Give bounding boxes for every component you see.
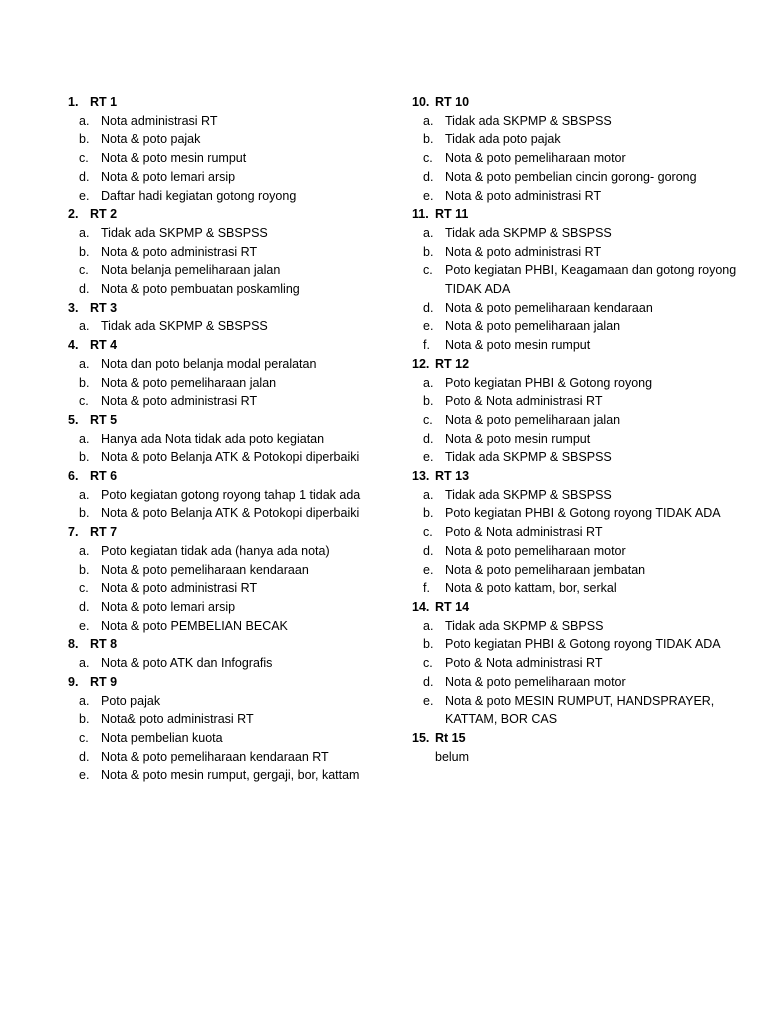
item-letter: e. [423,450,434,465]
item-letter: a. [423,225,434,240]
list-item [68,766,398,785]
item-letter: c. [423,412,433,427]
item-letter: a. [423,375,434,390]
item-text: Tidak ada SKPMP & SBSPSS [101,225,268,240]
section-heading [68,467,398,486]
list-item [412,149,752,168]
list-item [412,299,752,318]
section-label: RT 12 [435,356,470,371]
section-heading [412,93,752,112]
item-text: Nota & poto pemeliharaan jalan [445,319,621,334]
item-text: Nota & poto MESIN RUMPUT, HANDSPRAYER, KATTAM, BOR CAS [445,693,715,727]
item-text: Nota & poto pemeliharaan motor [445,151,626,166]
item-letter: d. [423,674,434,689]
list-item [68,598,398,617]
list-item [68,654,398,673]
item-text: Poto kegiatan PHBI & Gotong royong [445,375,653,390]
section-note: belum [435,749,470,764]
section-label: RT 9 [90,674,118,689]
item-letter: a. [79,431,90,446]
list-item [412,635,752,654]
list-item [412,411,752,430]
list-item [68,692,398,711]
list-item [412,130,752,149]
item-text: Nota & poto administrasi RT [445,188,602,203]
item-letter: e. [423,188,434,203]
list-item [68,729,398,748]
section-label: RT 14 [435,599,470,614]
item-letter: b. [79,244,90,259]
list-item [68,112,398,131]
item-text: Nota & poto pembelian cincin gorong- gorong [445,169,697,184]
item-text: Nota & poto lemari arsip [101,169,236,184]
item-text: Tidak ada SKPMP & SBSPSS [445,487,612,502]
item-text: Nota & poto PEMBELIAN BECAK [101,618,288,633]
list-item [412,261,752,298]
rt-section [412,467,752,598]
item-text: Nota belanja pemeliharaan jalan [101,263,281,278]
item-text: Poto kegiatan tidak ada (hanya ada nota) [101,543,330,558]
section-label: RT 4 [90,338,118,353]
rt-section [68,299,398,336]
section-heading [68,673,398,692]
item-text: Nota & poto pemeliharaan jembatan [445,562,646,577]
item-text: Tidak ada poto pajak [445,132,561,147]
item-letter: a. [79,113,90,128]
item-text: Nota dan poto belanja modal peralatan [101,356,317,371]
list-item [412,561,752,580]
item-text: Tidak ada SKPMP & SBPSS [445,618,604,633]
item-text: Nota & poto lemari arsip [101,599,236,614]
rt-section [68,205,398,299]
item-letter: c. [79,151,89,166]
item-letter: d. [79,599,90,614]
list-item [412,673,752,692]
item-letter: e. [423,562,434,577]
item-text: Nota & poto pemeliharaan kendaraan [445,300,653,315]
item-letter: b. [423,132,434,147]
item-letter: d. [423,543,434,558]
right-column [412,93,752,766]
item-letter: d. [423,431,434,446]
item-text: Daftar hadi kegiatan gotong royong [101,188,297,203]
item-letter: e. [79,188,90,203]
item-letter: d. [79,169,90,184]
list-item [412,243,752,262]
item-text: Nota & poto administrasi RT [445,244,602,259]
section-label: RT 3 [90,300,118,315]
item-text: Poto & Nota administrasi RT [445,525,603,540]
list-item [68,243,398,262]
list-item [68,504,398,523]
item-text: Poto kegiatan gotong royong tahap 1 tidak ada [101,487,361,502]
item-letter: c. [423,525,433,540]
section-label: RT 2 [90,207,118,222]
list-item [68,280,398,299]
section-number: 9. [68,674,79,689]
item-text: Nota & poto mesin rumput [445,338,591,353]
section-label: RT 1 [90,95,118,109]
item-letter: a. [79,225,90,240]
item-letter: f. [423,338,430,353]
rt-section [68,411,398,467]
list-item [68,710,398,729]
section-heading [68,635,398,654]
section-heading [412,467,752,486]
section-number: 6. [68,469,79,484]
rt-section [412,598,752,729]
rt-section [68,523,398,635]
list-item [412,523,752,542]
list-item [412,430,752,449]
list-item [412,374,752,393]
section-label: RT 13 [435,469,470,484]
section-heading [68,93,398,112]
rt-section [68,93,398,205]
item-text: Nota & poto mesin rumput [445,431,591,446]
item-letter: a. [423,113,434,128]
section-number: 13. [412,469,430,484]
item-letter: c. [423,263,433,278]
item-text: Nota & poto pemeliharaan motor [445,674,626,689]
item-letter: b. [423,244,434,259]
item-text: Tidak ada SKPMP & SBSPSS [101,319,268,334]
list-item [412,168,752,187]
list-item [412,542,752,561]
item-letter: b. [423,394,434,409]
list-item [68,374,398,393]
section-label: Rt 15 [435,730,466,745]
item-letter: c. [79,581,89,596]
item-text: Nota & poto mesin rumput [101,151,247,166]
item-letter: c. [79,263,89,278]
item-text: Tidak ada SKPMP & SBSPSS [445,225,612,240]
list-item [412,224,752,243]
item-text: Hanya ada Nota tidak ada poto kegiatan [101,431,325,446]
item-letter: f. [423,581,430,596]
item-letter: e. [423,319,434,334]
item-letter: b. [79,712,90,727]
list-item [68,448,398,467]
list-item [412,448,752,467]
item-text: Nota & poto pemeliharaan kendaraan RT [101,749,329,764]
item-letter: b. [79,450,90,465]
item-letter: e. [79,768,90,783]
section-label: RT 11 [435,207,469,222]
section-heading [412,355,752,374]
item-letter: e. [79,618,90,633]
list-item [68,224,398,243]
left-column [68,93,398,785]
item-text: Nota & poto mesin rumput, gergaji, bor, kattam [101,768,360,783]
item-text: Nota & poto pemeliharaan kendaraan [101,562,309,577]
list-item [68,617,398,636]
item-text: Poto pajak [101,693,161,708]
section-number: 4. [68,338,79,353]
list-item [68,542,398,561]
list-item [412,317,752,336]
item-letter: a. [79,543,90,558]
section-label: RT 8 [90,637,118,652]
item-text: Nota & poto pemeliharaan jalan [445,412,621,427]
section-number: 1. [68,95,79,109]
item-text: Poto kegiatan PHBI, Keagamaan dan gotong royong TIDAK ADA [445,263,737,297]
list-item [68,579,398,598]
rt-section [412,355,752,467]
item-letter: d. [423,169,434,184]
list-item [68,261,398,280]
section-number: 5. [68,412,79,427]
item-text: Nota & poto pajak [101,132,201,147]
section-number: 2. [68,207,79,222]
rt-section [68,635,398,672]
list-item [412,336,752,355]
item-letter: a. [423,618,434,633]
section-heading [68,299,398,318]
rt-section [68,673,398,785]
item-letter: c. [423,151,433,166]
section-number: 12. [412,356,430,371]
item-text: Tidak ada SKPMP & SBSPSS [445,450,612,465]
section-number: 10. [412,95,430,109]
item-letter: d. [79,282,90,297]
item-letter: b. [79,562,90,577]
item-text: Nota & poto Belanja ATK & Potokopi diperbaiki [101,506,360,521]
section-label: RT 7 [90,525,118,540]
list-item [412,654,752,673]
section-heading [412,598,752,617]
item-text: Nota& poto administrasi RT [101,712,254,727]
rt-section [68,336,398,411]
section-label: RT 6 [90,469,118,484]
rt-section [412,729,752,766]
item-text: Nota & poto ATK dan Infografis [101,656,273,671]
list-item [412,579,752,598]
section-number: 11. [412,207,429,222]
item-text: Nota administrasi RT [101,113,218,128]
list-item [412,617,752,636]
section-heading [68,336,398,355]
list-item [412,112,752,131]
item-text: Nota & poto pembuatan poskamling [101,282,300,297]
item-letter: a. [423,487,434,502]
list-item [68,355,398,374]
item-text: Poto kegiatan PHBI & Gotong royong TIDAK ADA [445,637,721,652]
section-number: 7. [68,525,79,540]
list-item [412,187,752,206]
item-letter: b. [79,506,90,521]
section-label: RT 5 [90,412,118,427]
item-letter: c. [423,656,433,671]
item-letter: b. [79,132,90,147]
item-text: Poto kegiatan PHBI & Gotong royong TIDAK ADA [445,506,721,521]
item-letter: e. [423,693,434,708]
item-letter: b. [423,637,434,652]
section-heading [68,411,398,430]
item-letter: c. [79,730,89,745]
list-item [68,168,398,187]
list-item [68,317,398,336]
list-item [412,392,752,411]
section-heading [68,205,398,224]
item-letter: a. [79,693,90,708]
list-item [68,187,398,206]
item-text: Nota & poto pemeliharaan jalan [101,375,277,390]
section-heading [412,205,752,224]
list-item [68,748,398,767]
section-heading [412,729,752,748]
list-item [68,130,398,149]
section-number: 14. [412,599,430,614]
list-item [412,504,752,523]
item-text: Nota & poto administrasi RT [101,581,258,596]
item-letter: a. [79,319,90,334]
list-item [412,486,752,505]
item-letter: b. [423,506,434,521]
list-item [68,430,398,449]
item-text: Poto & Nota administrasi RT [445,656,603,671]
item-text: Nota & poto administrasi RT [101,244,258,259]
item-text: Nota & poto Belanja ATK & Potokopi diperbaiki [101,450,360,465]
item-text: Nota pembelian kuota [101,730,223,745]
list-item [412,692,752,729]
list-item [68,149,398,168]
item-letter: b. [79,375,90,390]
section-number: 15. [412,730,430,745]
section-label: RT 10 [435,95,470,109]
item-letter: a. [79,656,90,671]
item-letter: c. [79,394,89,409]
item-letter: a. [79,356,90,371]
item-text: Poto & Nota administrasi RT [445,394,603,409]
item-text: Tidak ada SKPMP & SBSPSS [445,113,612,128]
item-text: Nota & poto pemeliharaan motor [445,543,626,558]
item-text: Nota & poto administrasi RT [101,394,258,409]
section-heading [68,523,398,542]
section-number: 3. [68,300,79,315]
rt-section [68,467,398,523]
rt-section [412,205,752,355]
item-letter: d. [79,749,90,764]
rt-section [412,93,752,205]
item-text: Nota & poto kattam, bor, serkal [445,581,617,596]
item-letter: d. [423,300,434,315]
item-letter: a. [79,487,90,502]
list-item [68,486,398,505]
list-item [68,392,398,411]
list-item [68,561,398,580]
section-number: 8. [68,637,79,652]
